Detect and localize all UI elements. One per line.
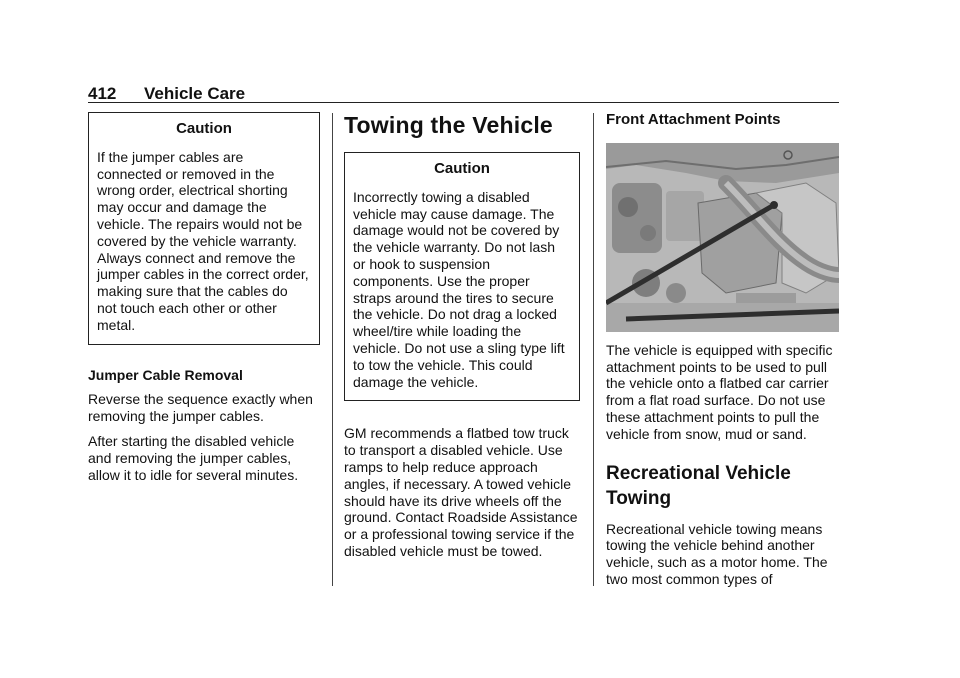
subheading-jumper-cable-removal: Jumper Cable Removal <box>88 366 243 383</box>
paragraph-after-starting: After starting the disabled vehicle and removing the jumper cables, allow it to idle for several minutes. <box>88 432 299 483</box>
front-attachment-illustration <box>606 143 839 332</box>
column-divider-left <box>332 113 333 586</box>
page-header <box>88 84 245 104</box>
caution-text: If the jumper cables are connected or removed in the wrong order, electrical shorting may occur and damage the vehicle. The repairs would not be covered by the vehicle warranty. Always connect and remove the jumper cables in the correct order, making sure that the cables do not touch each other or other metal. <box>97 148 309 333</box>
section-title: Vehicle Care <box>144 84 246 103</box>
caution-title: Caution <box>176 120 232 137</box>
paragraph-attachment-points: The vehicle is equipped with specific attachment points to be used to pull the vehicle onto a flatbed car carrier from a flat road surface. Do not use these attachment points to pull the vehicle from snow, mud or sand. <box>606 341 833 442</box>
column-divider-right <box>593 113 594 586</box>
caution-box-jumper <box>88 112 320 345</box>
caution-box-towing <box>344 152 580 401</box>
page-number: 412 <box>88 84 117 103</box>
paragraph-reverse-sequence: Reverse the sequence exactly when removing the jumper cables. <box>88 391 313 425</box>
column-right <box>606 112 839 596</box>
paragraph-gm-recommends: GM recommends a flatbed tow truck to transport a disabled vehicle. Use ramps to help reduce approach angles, if necessary. A towed vehicle should have its drive wheels off the ground. Contact Roadside Assistance or a professional towing service if the disabled vehicle must be towed. <box>344 425 578 559</box>
heading-front-attachment-points: Front Attachment Points <box>606 111 781 128</box>
caution-title: Caution <box>434 160 490 177</box>
header-rule <box>88 102 839 103</box>
caution-text: Incorrectly towing a disabled vehicle may cause damage. The damage would not be covered by the vehicle warranty. Do not lash or hook to suspension components. Use the proper straps around the tires to secure the vehicle. Do not drag a locked wheel/tire while loading the vehicle. Do not use a sling type lift to tow the vehicle. This could damage the vehicle. <box>353 188 565 390</box>
column-left <box>88 112 320 491</box>
heading-recreational-vehicle-towing: Recreational Vehicle Towing <box>606 462 791 509</box>
column-middle <box>344 112 580 568</box>
paragraph-recreational-towing: Recreational vehicle towing means towing the vehicle behind another vehicle, such as a motor home. The two most common types of <box>606 520 828 587</box>
heading-towing-the-vehicle: Towing the Vehicle <box>344 112 553 138</box>
